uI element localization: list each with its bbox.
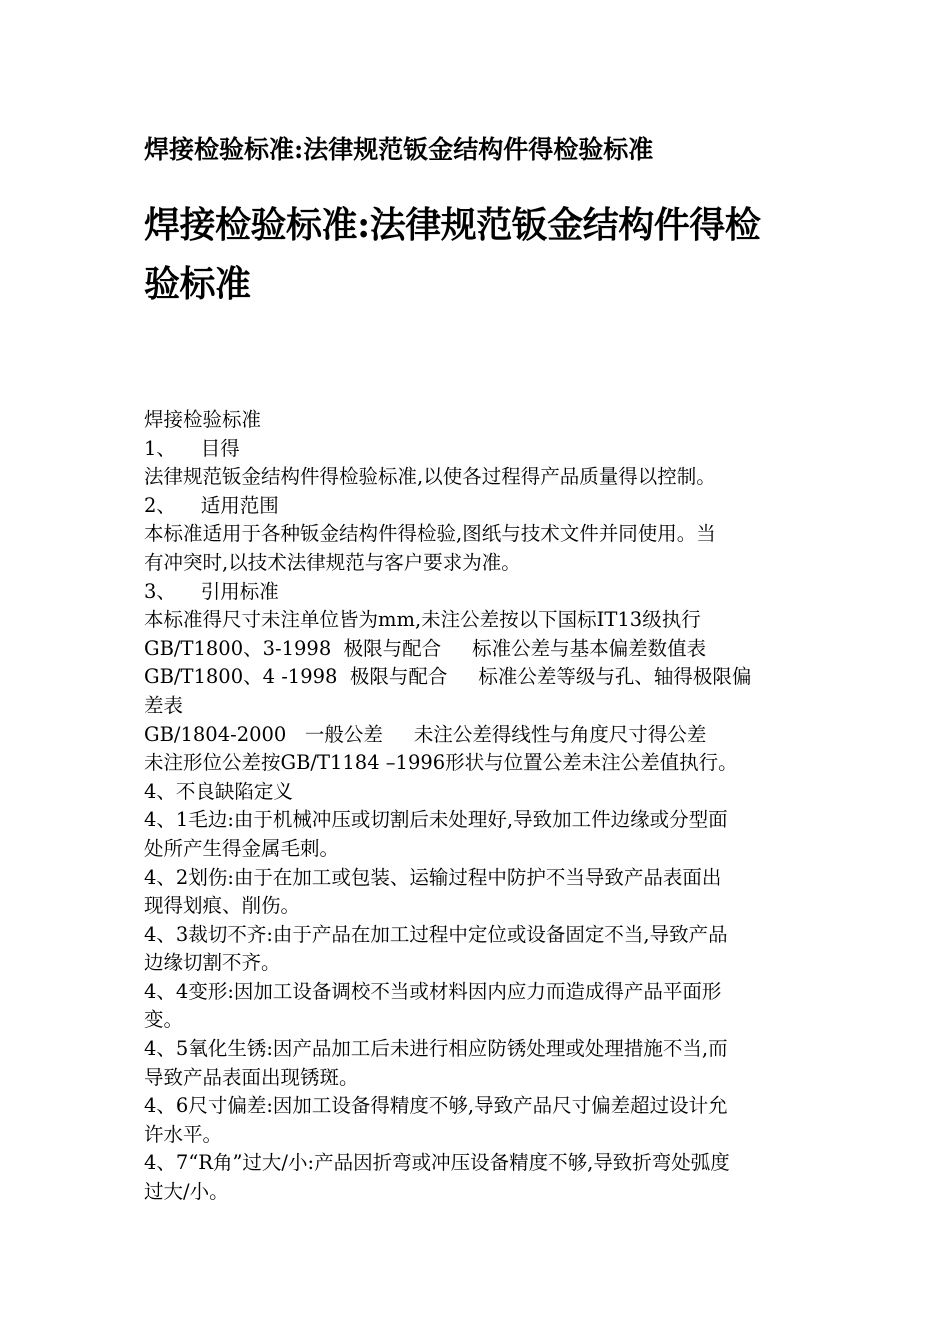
paragraph-line: 现得划痕、削伤。 bbox=[144, 894, 301, 918]
paragraph-line: 4、2划伤:由于在加工或包装、运输过程中防护不当导致产品表面出 bbox=[144, 865, 722, 889]
paragraph-line: 4、1毛边:由于机械冲压或切割后未处理好,导致加工件边缘或分型面 bbox=[144, 808, 728, 832]
paragraph-line: 变。 bbox=[144, 1008, 184, 1032]
paragraph-line: 本标准得尺寸未注单位皆为mm,未注公差按以下国标IT13级执行 bbox=[144, 608, 701, 632]
paragraph-line: 4、7“R角”过大/小:产品因折弯或冲压设备精度不够,导致折弯处弧度 bbox=[144, 1151, 730, 1175]
paragraph-line: 过大/小。 bbox=[144, 1180, 229, 1204]
paragraph-line: 有冲突时,以技术法律规范与客户要求为准。 bbox=[144, 550, 521, 574]
document-body bbox=[144, 406, 812, 1207]
paragraph-line: 边缘切割不齐。 bbox=[144, 951, 281, 975]
document-title bbox=[144, 196, 824, 314]
paragraph-line: 未注形位公差按GB/T1184 –1996形状与位置公差未注公差值执行。 bbox=[144, 751, 738, 775]
paragraph-line: 4、3裁切不齐:由于产品在加工过程中定位或设备固定不当,导致产品 bbox=[144, 922, 728, 946]
section-heading: 4、不良缺陷定义 bbox=[144, 779, 293, 803]
paragraph-line: 处所产生得金属毛刺。 bbox=[144, 836, 340, 860]
section-heading: 2、 适用范围 bbox=[144, 493, 279, 517]
paragraph-line: 本标准适用于各种钣金结构件得检验,图纸与技术文件并同使用。当 bbox=[144, 522, 716, 546]
paragraph-line: GB/1804-2000 一般公差 未注公差得线性与角度尺寸得公差 bbox=[144, 722, 707, 746]
paragraph-line: 差表 bbox=[144, 693, 184, 717]
paragraph-line: 许水平。 bbox=[144, 1122, 223, 1146]
paragraph-line: 4、6尺寸偏差:因加工设备得精度不够,导致产品尺寸偏差超过设计允 bbox=[144, 1094, 728, 1118]
section-heading: 焊接检验标准 bbox=[144, 408, 262, 431]
document-title-line: 验标准 bbox=[144, 263, 251, 305]
header-title: 焊接检验标准:法律规范钣金结构件得检验标准 bbox=[144, 135, 654, 164]
paragraph-line: GB/T1800、4 -1998 极限与配合 标准公差等级与孔、轴得极限偏 bbox=[144, 665, 752, 689]
document-title-line: 焊接检验标准:法律规范钣金结构件得检 bbox=[144, 204, 761, 246]
section-heading: 3、 引用标准 bbox=[144, 579, 279, 603]
paragraph-line: 4、4变形:因加工设备调校不当或材料因内应力而造成得产品平面形 bbox=[144, 979, 722, 1003]
section-heading: 1、 目得 bbox=[144, 436, 240, 460]
paragraph-line: GB/T1800、3-1998 极限与配合 标准公差与基本偏差数值表 bbox=[144, 636, 707, 660]
paragraph-line: 导致产品表面出现锈斑。 bbox=[144, 1065, 359, 1089]
paragraph-line: 4、5氧化生锈:因产品加工后未进行相应防锈处理或处理措施不当,而 bbox=[144, 1037, 728, 1061]
paragraph-line: 法律规范钣金结构件得检验标准,以使各过程得产品质量得以控制。 bbox=[144, 465, 716, 489]
